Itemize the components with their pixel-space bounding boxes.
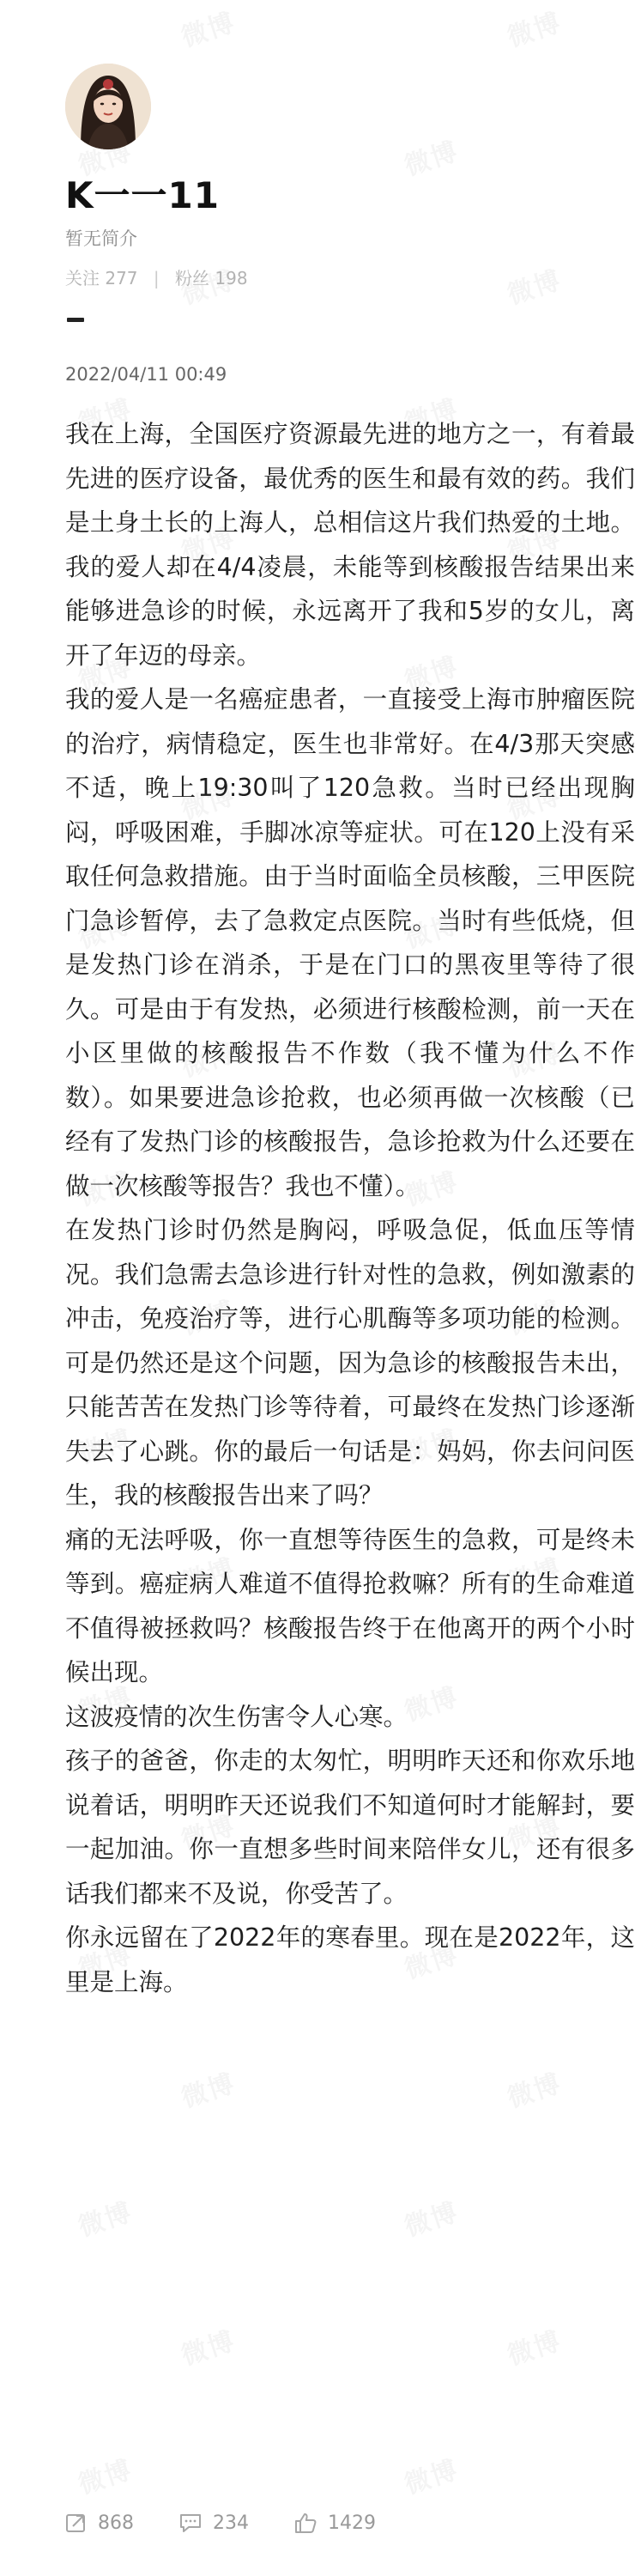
watermark-text [73, 2190, 136, 2244]
like-count: 1429 [328, 2512, 376, 2534]
followers-stat[interactable] [175, 268, 248, 289]
post-action-bar [65, 2506, 635, 2540]
watermark-text [502, 258, 565, 312]
comment-button[interactable] [178, 2512, 249, 2534]
post-paragraph: 在发热门诊时仍然是胸闷，呼吸急促，低血压等情况。我们急需去急诊进行针对性的急救，例如激素的冲击，免疫治疗等，进行心肌酶等多项功能的检测。可是仍然还是这个问题，因为急诊的核酸报告未出，只能苦苦在发热门诊等待着，可最终在发热门诊逐渐失去了心跳。你的最后一句话是：妈妈，你去问问医生，我的核酸报告出来了吗？ [65, 1216, 635, 1510]
thumbs-up-icon [293, 2512, 318, 2534]
post-paragraph: 我的爱人是一名癌症患者，一直接受上海市肿瘤医院的治疗，病情稳定，医生也非常好。在4/3那天突感不适，晚上19:30叫了120急救。当时已经出现胸闷，呼吸困难，手脚冰凉等症状。可在120上没有采取任何急救措施。由于当时面临全员核酸，三甲医院门急诊暂停，去了急救定点医院。当时有些低烧，但是发热门诊在消杀，于是在门口的黑夜里等待了很久。可是由于有发热，必须进行核酸检测，前一天在小区里做的核酸报告不作数（我不懂为什么不作数）。如果要进急诊抢救，也必须再做一次核酸（已经有了发热门诊的核酸报告，急诊抢救为什么还要在做一次核酸等报告？我也不懂）。 [65, 685, 635, 1200]
watermark-text [73, 2448, 136, 2501]
followers-count: 198 [215, 268, 248, 289]
following-count: 277 [105, 268, 138, 289]
watermark-text [399, 130, 463, 183]
post-body [65, 412, 635, 2004]
like-button[interactable] [293, 2512, 376, 2534]
post-paragraph: 这波疫情的次生伤害令人心寒。 [65, 1702, 408, 1731]
section-divider-mark [67, 318, 84, 322]
followers-label: 粉丝 [175, 268, 210, 289]
comment-count: 234 [213, 2512, 249, 2534]
profile-stats [65, 264, 248, 289]
watermark-text [502, 2319, 565, 2372]
post-date: 2022/04/11 00:49 [65, 364, 227, 385]
post-paragraph: 我在上海，全国医疗资源最先进的地方之一，有着最先进的医疗设备，最优秀的医生和最有效的药。我们是土身土长的上海人，总相信这片我们热爱的土地。我的爱人却在4/4凌晨，未能等到核酸报告结果出来能够进急诊的时候，永远离开了我和5岁的女儿，离开了年迈的母亲。 [65, 420, 635, 670]
username[interactable]: K一一11 [65, 174, 220, 216]
avatar-portrait-icon [65, 64, 151, 149]
watermark-text [399, 2448, 463, 2501]
watermark-text [502, 2062, 565, 2115]
watermark-text [176, 1, 239, 54]
repost-icon [65, 2512, 88, 2534]
post-paragraph: 你永远留在了2022年的寒春里。现在是2022年，这里是上海。 [65, 1923, 635, 1996]
avatar[interactable] [65, 64, 151, 149]
following-label: 关注 [65, 268, 100, 289]
watermark-text [176, 2062, 239, 2115]
following-stat[interactable] [65, 268, 143, 289]
comment-icon [178, 2512, 203, 2534]
watermark-text [399, 2190, 463, 2244]
watermark-text [176, 2319, 239, 2372]
repost-button[interactable] [65, 2512, 134, 2534]
watermark-text [502, 1, 565, 54]
stats-divider: | [153, 268, 160, 289]
post-paragraph: 痛的无法呼吸，你一直想等待医生的急救，可是终未等到。癌症病人难道不值得抢救嘛？所有的生命难道不值得被拯救吗？核酸报告终于在他离开的两个小时候出现。 [65, 1525, 635, 1686]
profile-bio: 暂无简介 [65, 228, 137, 249]
post-paragraph: 孩子的爸爸，你走的太匆忙，明明昨天还和你欢乐地说着话，明明昨天还说我们不知道何时才能解封，要一起加油。你一直想多些时间来陪伴女儿，还有很多话我们都来不及说，你受苦了。 [65, 1747, 635, 1908]
repost-count: 868 [98, 2512, 134, 2534]
